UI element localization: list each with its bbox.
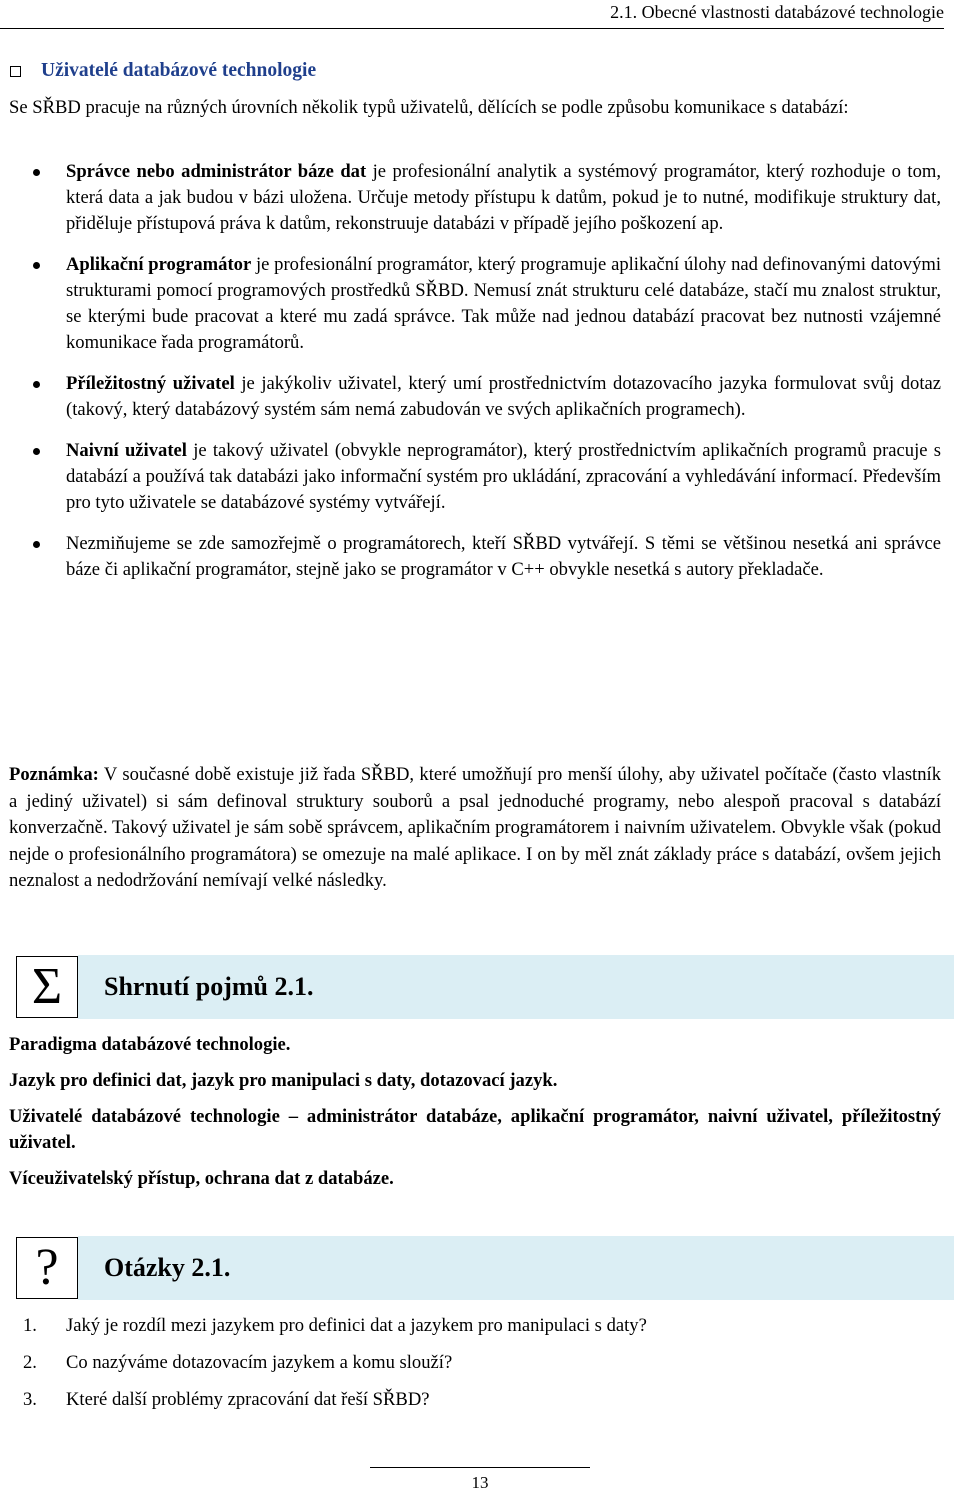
list-item — [9, 438, 941, 516]
question-mark-icon: ? — [16, 1237, 78, 1299]
question-text: Jaký je rozdíl mezi jazykem pro definici dat a jazykem pro manipulaci s daty? — [66, 1315, 647, 1336]
list-item — [9, 159, 941, 237]
page-footer — [0, 1467, 960, 1493]
question-number: 3. — [23, 1389, 37, 1410]
list-item-text: je jakýkoliv uživatel, který umí prostřednictvím dotazovacího jazyka formulovat svůj dotaz (takový, který databázový systém sám nemá zabudován ve svých aplikačních programech). — [66, 373, 941, 420]
list-item-text: je takový uživatel (obvykle neprogramátor), který prostřednictvím aplikačních programů pracuje s databází a používá tak databázi jako informační systém pro ukládání, zpracování a vyhledávání informací. Především pro tyto uživatele se databázové systémy vytvářejí. — [66, 440, 942, 513]
question-item — [9, 1387, 941, 1413]
list-item-term: Naivní uživatel — [66, 440, 187, 461]
summary-item: Jazyk pro definici dat, jazyk pro manipulaci s daty, dotazovací jazyk. — [9, 1070, 558, 1091]
section-title: Uživatelé databázové technologie — [41, 60, 317, 81]
summary-title: Shrnutí pojmů 2.1. — [104, 972, 314, 1001]
list-item — [9, 531, 941, 583]
summary-list — [9, 1032, 941, 1202]
section-heading — [10, 58, 316, 84]
list-item-term: Aplikační programátor — [66, 254, 252, 275]
list-item-term: Příležitostný uživatel — [66, 373, 235, 394]
bullet-dot-icon — [33, 541, 40, 548]
list-item-term: Správce nebo administrátor báze dat — [66, 161, 367, 182]
summary-item: Víceuživatelský přístup, ochrana dat z databáze. — [9, 1168, 394, 1189]
note-paragraph — [9, 762, 941, 895]
question-number: 1. — [23, 1315, 37, 1336]
summary-item: Paradigma databázové technologie. — [9, 1034, 291, 1055]
list-item-text: Nezmiňujeme se zde samozřejmě o programátorech, kteří SŘBD vytvářejí. S těmi se většinou nesetká ani správce báze či aplikační programátor, stejně jako se programátor v C++ obvykle nesetká s autory překladače. — [66, 533, 941, 580]
question-text: Které další problémy zpracování dat řeší SŘBD? — [66, 1389, 430, 1410]
summary-item: Uživatelé databázové technologie – administrátor databáze, aplikační programátor, naivní uživatel, příležitostný uživatel. — [9, 1106, 941, 1153]
questions-banner — [10, 1236, 954, 1300]
list-item — [9, 252, 941, 356]
checkbox-bullet-icon — [10, 66, 21, 77]
intro-paragraph: Se SŘBD pracuje na různých úrovních několik typů uživatelů, dělících se podle způsobu komunikace s databází: — [9, 97, 849, 118]
page-number: 13 — [471, 1473, 489, 1492]
bullet-dot-icon — [33, 169, 40, 176]
note-text: V současné době existuje již řada SŘBD, které umožňují pro menší úlohy, aby uživatel počítače (často vlastník a jediný uživatel) si sám definoval struktury souborů a psal jednoduché programy, nebo alespoň pracoval s databází konverzačně. Takový uživatel je sám sobě správcem, aplikačním programátorem i naivním uživatelem. Obvykle však (pokud nejde o profesionálního programátora) se omezuje na malé aplikace. I on by měl znát základy práce s databází, ovšem jejich neznalost a nedodržování nemívají velké následky. — [9, 764, 941, 891]
footer-rule — [370, 1467, 590, 1468]
question-item — [9, 1313, 941, 1339]
user-types-list — [9, 159, 941, 598]
sigma-icon: Σ — [16, 956, 78, 1018]
question-text: Co nazýváme dotazovacím jazykem a komu slouží? — [66, 1352, 453, 1373]
question-item — [9, 1350, 941, 1376]
list-item-text: je profesionální analytik a systémový programátor, který rozhoduje o tom, která data a jak budou v bázi uložena. Určuje metody přístupu k datům, pokud je to nutné, modifikuje struktury dat, přiděluje přístupová práva k datům, rekonstruuje databázi v případě jejího poškození ap. — [66, 161, 941, 234]
summary-banner — [10, 955, 954, 1019]
running-title: 2.1. Obecné vlastnosti databázové technologie — [610, 2, 944, 22]
note-label: Poznámka: — [9, 764, 99, 785]
list-item-text: je profesionální programátor, který programuje aplikační úlohy nad definovanými datovými strukturami pomocí programových prostředků SŘBD. Nemusí znát strukturu celé databáze, stačí mu znalost struktur, se kterými bude pracovat a které mu zadá správce. Tak může nad jednou databází pracovat bez nutnosti vzájemné komunikace řada programátorů. — [66, 254, 942, 353]
bullet-dot-icon — [33, 448, 40, 455]
bullet-dot-icon — [33, 262, 40, 269]
question-number: 2. — [23, 1352, 37, 1373]
bullet-dot-icon — [33, 381, 40, 388]
running-header — [0, 0, 944, 29]
questions-list — [9, 1313, 941, 1424]
list-item — [9, 371, 941, 423]
questions-title: Otázky 2.1. — [104, 1253, 231, 1282]
